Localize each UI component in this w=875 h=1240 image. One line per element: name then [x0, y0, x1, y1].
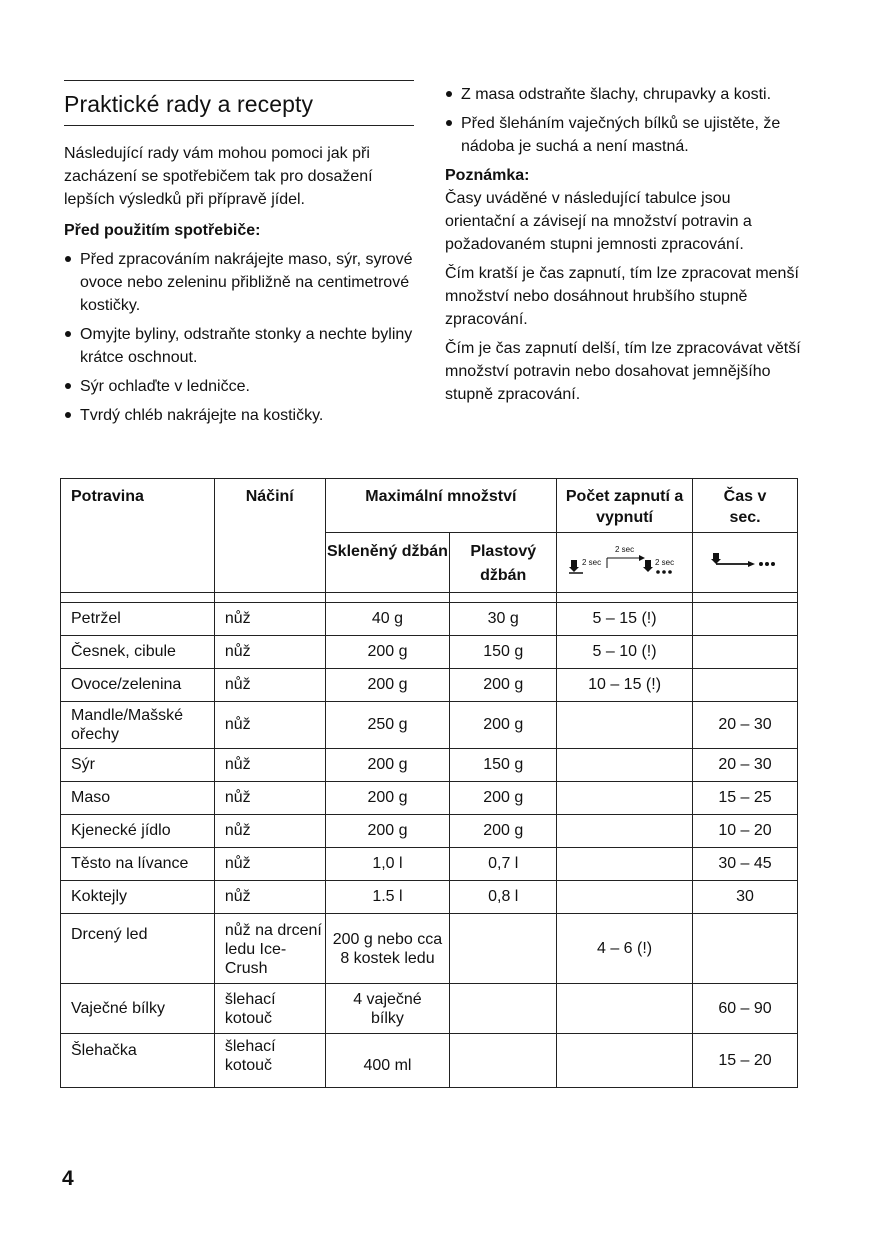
intro-paragraph: Následující rady vám mohou pomoci jak při zacházení se spotřebičem tak pro dosažení lepších výsledků při přípravě jídel. — [64, 145, 373, 208]
table-row — [61, 702, 798, 749]
tool-cell: nůž na drcení ledu Ice-Crush — [214, 914, 325, 984]
left-column — [64, 80, 414, 433]
right-bullet-list — [445, 83, 805, 158]
glass-cell: 400 ml — [325, 1034, 450, 1088]
plastic-cell: 200 g — [450, 815, 557, 848]
glass-cell: 200 g — [325, 815, 450, 848]
time-cell: 15 – 20 — [693, 1034, 798, 1088]
continuous-mode-icon — [710, 550, 780, 570]
right-column — [445, 80, 805, 406]
tool-cell: nůž — [214, 848, 325, 881]
tool-cell: šlehací kotouč — [214, 984, 325, 1034]
glass-cell: 1,0 l — [325, 848, 450, 881]
plastic-cell: 0,8 l — [450, 881, 557, 914]
pulses-cell — [557, 984, 693, 1034]
food-cell: Koktejly — [61, 881, 215, 914]
header-max-amount: Maximální množství — [325, 479, 557, 533]
pulse-mode-icon — [565, 542, 685, 578]
food-cell: Mandle/Mašské ořechy — [61, 702, 215, 749]
plastic-cell — [450, 1034, 557, 1088]
bullet-item: Před šleháním vaječných bílků se ujistěte, že nádoba je suchá a není mastná. — [445, 112, 805, 158]
time-cell: 20 – 30 — [693, 749, 798, 782]
food-cell: Česnek, cibule — [61, 636, 215, 669]
time-cell: 20 – 30 — [693, 702, 798, 749]
pulses-cell: 10 – 15 (!) — [557, 669, 693, 702]
food-cell: Petržel — [61, 603, 215, 636]
pulse-icon-label: 2 sec — [654, 558, 674, 567]
header-time: Čas v sec. — [693, 479, 798, 533]
tool-cell: nůž — [214, 749, 325, 782]
table-row — [61, 881, 798, 914]
bullet-item: Sýr ochlaďte v ledničce. — [64, 375, 414, 398]
food-cell: Šlehačka — [61, 1034, 215, 1088]
title-rule — [64, 80, 414, 81]
tool-cell: nůž — [214, 603, 325, 636]
plastic-cell: 150 g — [450, 636, 557, 669]
recipe-table — [60, 478, 798, 1088]
bullet-item: Z masa odstraňte šlachy, chrupavky a kosti. — [445, 83, 805, 106]
pulses-cell — [557, 749, 693, 782]
continuous-icon-cell — [693, 533, 798, 593]
table-row — [61, 603, 798, 636]
glass-cell: 200 g — [325, 636, 450, 669]
glass-cell: 4 vaječné bílky — [325, 984, 450, 1034]
pulses-cell — [557, 702, 693, 749]
food-cell: Sýr — [61, 749, 215, 782]
header-pulses: Počet zapnutí a vypnutí — [557, 479, 693, 533]
pulse-icon-cell — [557, 533, 693, 593]
time-cell: 30 – 45 — [693, 848, 798, 881]
pulses-cell: 5 – 10 (!) — [557, 636, 693, 669]
glass-cell: 200 g — [325, 782, 450, 815]
pulses-cell — [557, 881, 693, 914]
page-number: 4 — [62, 1167, 74, 1190]
table-row — [61, 848, 798, 881]
glass-cell: 1.5 l — [325, 881, 450, 914]
table-row — [61, 749, 798, 782]
pulses-cell — [557, 848, 693, 881]
food-cell: Těsto na lívance — [61, 848, 215, 881]
time-cell — [693, 636, 798, 669]
plastic-cell: 0,7 l — [450, 848, 557, 881]
food-cell: Kjenecké jídlo — [61, 815, 215, 848]
note-heading: Poznámka: — [445, 167, 530, 184]
time-cell: 10 – 20 — [693, 815, 798, 848]
bullet-item: Tvrdý chléb nakrájejte na kostičky. — [64, 404, 414, 427]
time-cell: 60 – 90 — [693, 984, 798, 1034]
tool-cell: nůž — [214, 782, 325, 815]
table-row — [61, 782, 798, 815]
before-use-heading: Před použitím spotřebiče: — [64, 222, 261, 239]
pulses-cell — [557, 782, 693, 815]
pulses-cell — [557, 1034, 693, 1088]
tool-cell: nůž — [214, 881, 325, 914]
food-cell: Maso — [61, 782, 215, 815]
table-row — [61, 984, 798, 1034]
header-tool: Náčiní — [214, 479, 325, 593]
glass-cell: 200 g nebo cca 8 kostek ledu — [325, 914, 450, 984]
time-cell: 15 – 25 — [693, 782, 798, 815]
plastic-cell — [450, 984, 557, 1034]
note-paragraph: Čím je čas zapnutí delší, tím lze zpracovávat větší množství potravin nebo dosahovat jemnějšího stupně zpracování. — [445, 340, 801, 403]
table-row — [61, 669, 798, 702]
glass-cell: 250 g — [325, 702, 450, 749]
food-cell: Drcený led — [61, 914, 215, 984]
food-cell: Vaječné bílky — [61, 984, 215, 1034]
glass-cell: 200 g — [325, 669, 450, 702]
pulses-cell: 5 – 15 (!) — [557, 603, 693, 636]
header-plastic-jug: Plastový džbán — [450, 533, 557, 593]
plastic-cell: 200 g — [450, 702, 557, 749]
pulses-cell — [557, 815, 693, 848]
glass-cell: 40 g — [325, 603, 450, 636]
time-cell: 30 — [693, 881, 798, 914]
tool-cell: nůž — [214, 636, 325, 669]
table-row — [61, 1034, 798, 1088]
time-cell — [693, 914, 798, 984]
note-paragraph: Čím kratší je čas zapnutí, tím lze zpracovat menší množství nebo dosáhnout hrubšího stupně zpracování. — [445, 265, 799, 328]
table-row — [61, 914, 798, 984]
time-cell — [693, 669, 798, 702]
plastic-cell: 200 g — [450, 782, 557, 815]
tool-cell: nůž — [214, 815, 325, 848]
pulses-cell: 4 – 6 (!) — [557, 914, 693, 984]
tool-cell: nůž — [214, 669, 325, 702]
header-food: Potravina — [61, 479, 215, 593]
left-bullet-list — [64, 248, 414, 427]
plastic-cell: 30 g — [450, 603, 557, 636]
time-cell — [693, 603, 798, 636]
tool-cell: nůž — [214, 702, 325, 749]
table-row — [61, 636, 798, 669]
plastic-cell: 200 g — [450, 669, 557, 702]
food-cell: Ovoce/zelenina — [61, 669, 215, 702]
glass-cell: 200 g — [325, 749, 450, 782]
plastic-cell: 150 g — [450, 749, 557, 782]
pulse-icon-label: 2 sec — [614, 545, 634, 554]
bullet-item: Omyjte byliny, odstraňte stonky a nechte byliny krátce oschnout. — [64, 323, 414, 369]
table-row — [61, 815, 798, 848]
pulse-icon-label: 2 sec — [581, 558, 601, 567]
page-title: Praktické rady a recepty — [64, 91, 414, 126]
plastic-cell — [450, 914, 557, 984]
bullet-item: Před zpracováním nakrájejte maso, sýr, syrové ovoce nebo zeleninu přibližně na centimetrové kostičky. — [64, 248, 414, 317]
note-paragraph: Časy uváděné v následující tabulce jsou orientační a závisejí na množství potravin a požadovaném stupni jemnosti zpracování. — [445, 190, 752, 253]
tool-cell: šlehací kotouč — [214, 1034, 325, 1088]
header-glass-jug: Skleněný džbán — [325, 533, 450, 593]
